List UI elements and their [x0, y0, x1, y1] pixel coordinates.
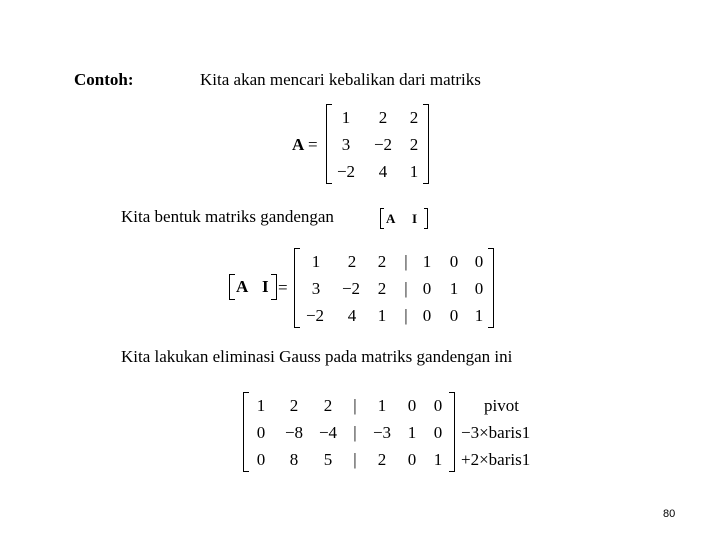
elimination-cell: 0 — [407, 396, 417, 415]
elimination-cell: −4 — [318, 423, 338, 442]
augmented-cell: 2 — [377, 252, 387, 271]
elimination-cell: 1 — [407, 423, 417, 442]
elimination-separator: | — [353, 450, 357, 469]
elimination-cell: 2 — [323, 396, 333, 415]
augmented-matrix — [294, 248, 494, 328]
elimination-cell: 0 — [256, 450, 266, 469]
elimination-cell: 1 — [433, 450, 443, 469]
row-note-op2: +2×baris1 — [461, 450, 531, 469]
elimination-separator: | — [353, 396, 357, 415]
page-number: 80 — [663, 508, 676, 520]
augmented-cell: 0 — [449, 306, 459, 325]
augmented-cell: 4 — [347, 306, 357, 325]
augmented-cell: 0 — [422, 306, 432, 325]
matrix-a — [326, 104, 429, 184]
intro-text: Kita akan mencari kebalikan dari matriks — [200, 70, 481, 89]
elimination-cell: 1 — [377, 396, 387, 415]
elimination-cell: 8 — [289, 450, 299, 469]
augmented-separator: | — [404, 279, 408, 298]
example-label: Contoh: — [74, 70, 134, 89]
right-bracket — [449, 392, 455, 472]
elimination-cell: 5 — [323, 450, 333, 469]
augmented-cell: 3 — [311, 279, 321, 298]
matrix-a-cell: 2 — [409, 135, 419, 154]
elimination-cell: 1 — [256, 396, 266, 415]
augmented-cell: 2 — [347, 252, 357, 271]
elimination-cell: −8 — [284, 423, 304, 442]
augmented-symbol-inline — [380, 208, 428, 229]
augmented-cell: 1 — [377, 306, 387, 325]
augmented-cell: −2 — [341, 279, 361, 298]
right-bracket — [488, 248, 494, 328]
augmented-equals: = — [278, 278, 288, 297]
right-bracket — [424, 208, 428, 229]
augmented-cell: 0 — [474, 279, 484, 298]
elimination-separator: | — [353, 423, 357, 442]
augmented-cell: 0 — [474, 252, 484, 271]
matrix-a-cell: 2 — [378, 108, 388, 127]
matrix-a-cell: 1 — [341, 108, 351, 127]
augmented-cell: 1 — [449, 279, 459, 298]
elimination-cell: −3 — [372, 423, 392, 442]
left-bracket — [380, 208, 384, 229]
augmented-cell: −2 — [305, 306, 325, 325]
matrix-a-cell: −2 — [336, 162, 356, 181]
symbol-i: I — [412, 211, 418, 226]
symbol-a: A — [386, 211, 396, 226]
row-note-op1: −3×baris1 — [461, 423, 531, 442]
elimination-cell: 2 — [289, 396, 299, 415]
augmented-cell: 1 — [474, 306, 484, 325]
matrix-a-cell: −2 — [373, 135, 393, 154]
elimination-cell: 0 — [433, 396, 443, 415]
elimination-sentence: Kita lakukan eliminasi Gauss pada matriks gandengan ini — [121, 347, 513, 366]
augmented-sentence: Kita bentuk matriks gandengan — [121, 207, 334, 226]
matrix-a-cell: 4 — [378, 162, 388, 181]
augmented-symbol — [229, 274, 277, 300]
symbol-i: I — [262, 277, 269, 296]
symbol-a: A — [236, 277, 249, 296]
augmented-separator: | — [404, 252, 408, 271]
matrix-a-equals: = — [308, 135, 318, 154]
elimination-cell: 2 — [377, 450, 387, 469]
matrix-a-cell: 3 — [341, 135, 351, 154]
augmented-cell: 0 — [422, 279, 432, 298]
elimination-cell: 0 — [433, 423, 443, 442]
row-note-pivot: pivot — [484, 396, 519, 415]
matrix-a-cell: 2 — [409, 108, 419, 127]
augmented-cell: 1 — [422, 252, 432, 271]
augmented-separator: | — [404, 306, 408, 325]
right-bracket — [271, 274, 277, 300]
left-bracket — [229, 274, 235, 300]
matrix-a-name: A — [292, 135, 305, 154]
elimination-matrix — [243, 392, 455, 472]
matrix-a-cell: 1 — [409, 162, 419, 181]
elimination-cell: 0 — [256, 423, 266, 442]
augmented-cell: 0 — [449, 252, 459, 271]
augmented-cell: 2 — [377, 279, 387, 298]
elimination-cell: 0 — [407, 450, 417, 469]
augmented-cell: 1 — [311, 252, 321, 271]
